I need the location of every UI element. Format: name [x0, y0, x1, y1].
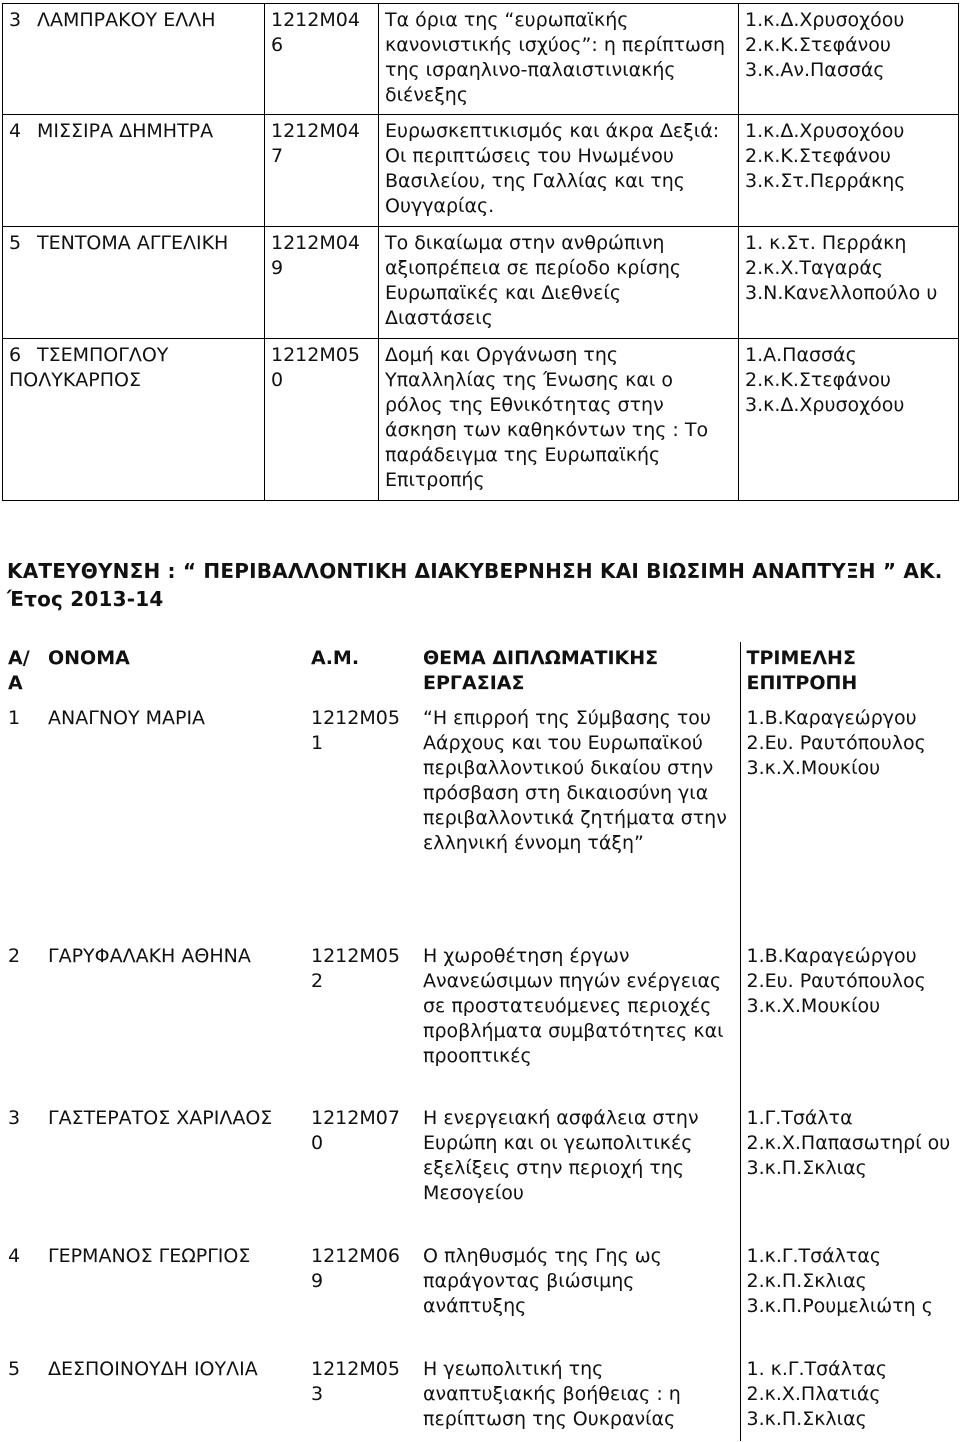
- committee-member: 1.Α.Πασσάς: [745, 344, 857, 366]
- thesis-topic: “Η επιρροή της Σύμβασης του Αάρχους και του Ευρωπαϊκού περιβαλλοντικού δικαίου στην πρόσβαση στη δικαιοσύνη για περιβαλλοντικά ζητήματα στην ελληνική έννομη τάξη”: [423, 707, 727, 854]
- committee-member: 3.κ.Χ.Μουκίου: [746, 995, 881, 1017]
- committee-member: 3.κ.Π.Σκλιας: [746, 1408, 867, 1430]
- committee-member: 1.κ.Δ.Χρυσοχόου: [745, 9, 905, 31]
- committee-member: 1.Β.Καραγεώργου: [746, 945, 917, 967]
- committee-cell: [739, 339, 959, 501]
- committee-member: 1. κ.Στ. Περράκη: [745, 232, 907, 254]
- committee-member: 3.κ.Αν.Πασσάς: [745, 59, 885, 81]
- committee-member: 1. κ.Γ.Τσάλτας: [746, 1358, 888, 1380]
- row-index: 4: [9, 120, 22, 142]
- thesis-topic: Δομή και Οργάνωση της Υπαλληλίας της Ένωσης και ο ρόλος της Εθνικότητας στην άσκηση των καθηκόντων της : Το παράδειγμα της Ευρωπαϊκής Επιτροπής: [379, 339, 739, 501]
- committee-cell: [740, 1240, 958, 1353]
- student-name: ΜΙΣΣΙΡΑ ΔΗΜΗΤΡΑ: [37, 120, 214, 142]
- header-index: Α/ Α: [8, 647, 30, 694]
- thesis-topic: Η χωροθέτηση έργων Ανανεώσιμων πηγών ενέργειας σε προστατευόμενες περιοχές προβλήματα συμβατότητες και προοπτικές: [423, 945, 724, 1067]
- row-index: 3: [9, 9, 22, 31]
- committee-member: 2.κ.Χ.Ταγαράς: [745, 257, 884, 279]
- committee-cell: [739, 227, 959, 339]
- committee-member: 2.κ.Κ.Στεφάνου: [745, 369, 891, 391]
- previous-theses-table: [2, 3, 959, 501]
- registration-number: 1212M05 0: [265, 339, 379, 501]
- committee-member: 3.κ.Δ.Χρυσοχόου: [745, 394, 905, 416]
- committee-member: 1.Β.Καραγεώργου: [746, 707, 917, 729]
- committee-member: 2.Ευ. Ραυτόπουλος: [746, 732, 926, 754]
- row-index: 5: [9, 232, 22, 254]
- header-name: ΟΝΟΜΑ: [48, 647, 130, 669]
- student-name: ΔΕΣΠΟΙΝΟΥΔΗ ΙΟΥΛΙΑ: [48, 1358, 258, 1380]
- committee-member: 2.κ.Κ.Στεφάνου: [745, 145, 891, 167]
- thesis-topic: Ευρωσκεπτικισμός και άκρα Δεξιά: Οι περιπτώσεις του Ηνωμένου Βασιλείου, της Γαλλίας και της Ουγγαρίας.: [379, 115, 739, 227]
- registration-number: 1212M05 2: [311, 945, 400, 992]
- committee-member: 2.κ.Κ.Στεφάνου: [745, 34, 891, 56]
- registration-number: 1212M06 9: [311, 1245, 400, 1292]
- committee-member: 2.κ.Π.Σκλιας: [746, 1270, 867, 1292]
- theses-table: [2, 642, 958, 1441]
- committee-member: 2.Ευ. Ραυτόπουλος: [746, 970, 926, 992]
- student-name: ΤΕΝΤΟΜΑ ΑΓΓΕΛΙΚΗ: [37, 232, 229, 254]
- row-index: 2: [8, 945, 21, 967]
- table-header-row: [2, 642, 958, 702]
- row-index: 6: [9, 344, 22, 366]
- student-name: ΑΝΑΓΝΟΥ ΜΑΡΙΑ: [48, 707, 206, 729]
- committee-member: 3.κ.Π.Σκλιας: [746, 1157, 867, 1179]
- student-name: ΤΣΕΜΠΟΓΛΟΥ ΠΟΛΥΚΑΡΠΟΣ: [9, 344, 169, 391]
- student-cell: [3, 4, 265, 115]
- committee-member: 3.κ.Στ.Περράκης: [745, 170, 906, 192]
- thesis-topic: Τα όρια της “ευρωπαϊκής κανονιστικής ισχύος”: η περίπτωση της ισραηλινο-παλαιστινιακής διένεξης: [379, 4, 739, 115]
- registration-number: 1212M04 7: [265, 115, 379, 227]
- registration-number: 1212M04 9: [265, 227, 379, 339]
- student-name: ΓΑΡΥΦΑΛΑΚΗ ΑΘΗΝΑ: [48, 945, 251, 967]
- committee-member: 1.κ.Γ.Τσάλτας: [746, 1245, 882, 1267]
- student-name: ΓΑΣΤΕΡΑΤΟΣ ΧΑΡΙΛΑΟΣ: [48, 1107, 273, 1129]
- table-row: [2, 1240, 958, 1353]
- table-row: [2, 940, 958, 1102]
- committee-member: 2.κ.Χ.Παπασωτηρί ου: [746, 1132, 951, 1154]
- committee-cell: [740, 702, 958, 940]
- table-row: [2, 1353, 958, 1441]
- row-index: 4: [8, 1245, 21, 1267]
- header-topic: ΘΕΜΑ ΔΙΠΛΩΜΑΤΙΚΗΣ ΕΡΓΑΣΙΑΣ: [423, 647, 659, 694]
- table-row: [2, 1102, 958, 1240]
- thesis-topic: Ο πληθυσμός της Γης ως παράγοντας βιώσιμης ανάπτυξης: [423, 1245, 662, 1317]
- student-cell: [3, 115, 265, 227]
- student-name: ΛΑΜΠΡΑΚΟΥ ΕΛΛΗ: [37, 9, 216, 31]
- committee-member: 3.κ.Χ.Μουκίου: [746, 757, 881, 779]
- thesis-topic: Η ενεργειακή ασφάλεια στην Ευρώπη και οι γεωπολιτικές εξελίξεις στην περιοχή της Μεσογείου: [423, 1107, 699, 1204]
- registration-number: 1212M05 1: [311, 707, 400, 754]
- registration-number: 1212M04 6: [265, 4, 379, 115]
- header-committee: ΤΡΙΜΕΛΗΣ ΕΠΙΤΡΟΠΗ: [740, 642, 958, 702]
- student-cell: [3, 227, 265, 339]
- committee-cell: [740, 1102, 958, 1240]
- committee-cell: [740, 940, 958, 1102]
- row-index: 5: [8, 1358, 21, 1380]
- table-row: [3, 339, 959, 501]
- table-row: [3, 115, 959, 227]
- student-name: ΓΕΡΜΑΝΟΣ ΓΕΩΡΓΙΟΣ: [48, 1245, 251, 1267]
- committee-member: 1.Γ.Τσάλτα: [746, 1107, 853, 1129]
- committee-member: 3.κ.Π.Ρουμελιώτη ς: [746, 1295, 933, 1317]
- committee-member: 3.Ν.Κανελλοπούλο υ: [745, 282, 938, 304]
- committee-cell: [739, 115, 959, 227]
- committee-member: 2.κ.Χ.Πλατιάς: [746, 1383, 881, 1405]
- thesis-topic: Το δικαίωμα στην ανθρώπινη αξιοπρέπεια σε περίοδο κρίσης Ευρωπαϊκές και Διεθνείς Διαστάσεις: [379, 227, 739, 339]
- registration-number: 1212M05 3: [311, 1358, 400, 1405]
- row-index: 1: [8, 707, 21, 729]
- section-heading: ΚΑΤΕΥΘΥΝΣΗ : “ ΠΕΡΙΒΑΛΛΟΝΤΙΚΗ ΔΙΑΚΥΒΕΡΝΗΣΗ ΚΑΙ ΒΙΩΣΙΜΗ ΑΝΑΠΤΥΞΗ ” ΑΚ. Έτος 2013-14: [7, 559, 943, 611]
- header-am: Α.Μ.: [311, 647, 360, 669]
- table-row: [3, 227, 959, 339]
- row-index: 3: [8, 1107, 21, 1129]
- committee-cell: [740, 1353, 958, 1441]
- committee-cell: [739, 4, 959, 115]
- registration-number: 1212M07 0: [311, 1107, 400, 1154]
- table-row: [2, 702, 958, 940]
- student-cell: [3, 339, 265, 501]
- table-row: [3, 4, 959, 115]
- thesis-topic: Η γεωπολιτική της αναπτυξιακής βοήθειας : η περίπτωση της Ουκρανίας: [423, 1358, 681, 1430]
- committee-member: 1.κ.Δ.Χρυσοχόου: [745, 120, 905, 142]
